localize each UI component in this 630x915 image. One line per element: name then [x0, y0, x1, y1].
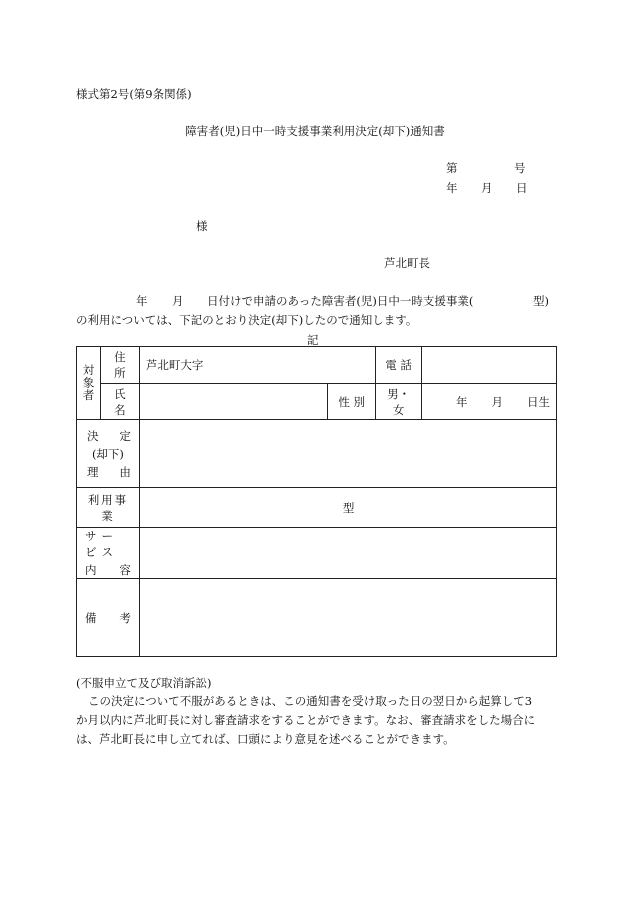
decision-reason-field[interactable] — [139, 420, 556, 488]
remarks-row — [77, 579, 557, 657]
birth-year-label: 年 — [456, 394, 468, 409]
subject-label-cell — [77, 347, 101, 420]
document-title-text: 障害者(児)日中一時支援事業利用決定(却下)通知書 — [185, 124, 445, 138]
application-type: 型) — [533, 294, 549, 308]
remarks-label-b: 考 — [119, 610, 131, 625]
addressee-honorific: 様 — [196, 219, 208, 233]
remarks-label-a: 備 — [85, 610, 97, 625]
decision-label-3a: 理 — [87, 464, 99, 479]
birthdate-field[interactable] — [422, 384, 557, 420]
birthdate-parts — [428, 394, 550, 410]
application-year: 年 — [136, 294, 148, 308]
birth-month-label: 月 — [491, 394, 503, 409]
appeal-line-3: は、芦北町長に申し立てれば、口頭により意見を述べることができます。 — [76, 732, 455, 746]
address-field[interactable]: 芦北町大字 — [139, 347, 375, 384]
address-label: 住 所 — [100, 347, 139, 384]
remarks-field[interactable] — [139, 579, 556, 657]
decision-table — [76, 346, 557, 657]
application-month: 月 — [172, 294, 184, 308]
gender-field[interactable]: 男・女 — [376, 384, 422, 420]
issue-date-year: 年 — [446, 181, 458, 195]
content-label-2b: 容 — [119, 563, 131, 577]
decision-label-2: (却下) — [91, 446, 124, 461]
name-label: 氏 名 — [100, 384, 139, 420]
birth-day-label: 日生 — [527, 394, 550, 409]
doc-number-prefix: 第 — [446, 161, 458, 175]
address-row — [77, 347, 557, 384]
service-label-text: 利用事業 — [87, 492, 129, 523]
issuer-name: 芦北町長 — [384, 256, 430, 270]
appeal-heading: (不服申立て及び取消訴訟) — [76, 676, 212, 690]
document-title — [0, 123, 630, 139]
content-label — [77, 528, 140, 579]
service-type-field[interactable] — [139, 488, 556, 528]
content-field[interactable] — [139, 528, 556, 579]
decision-label-3b: 由 — [119, 464, 131, 479]
issue-date-month: 月 — [481, 181, 493, 195]
content-row — [77, 528, 557, 579]
ki-marker: 記 — [307, 333, 319, 347]
content-label-2a: 内 — [85, 563, 97, 577]
service-row — [77, 488, 557, 528]
form-number: 様式第2号(第9条関係) — [76, 87, 192, 101]
decision-label — [77, 420, 140, 488]
appeal-line-1: この決定について不服があるときは、この通知書を受け取った日の翌日から起算して3 — [88, 694, 533, 708]
phone-field[interactable] — [422, 347, 557, 384]
application-sentence: 日付けで申請のあった障害者(児)日中一時支援事業( — [207, 294, 474, 308]
decision-label-1a: 決 — [87, 428, 99, 443]
name-row — [77, 384, 557, 420]
decision-row — [77, 420, 557, 488]
content-label-1: サービス — [85, 529, 118, 559]
doc-number-suffix: 号 — [514, 161, 526, 175]
name-field[interactable] — [139, 384, 327, 420]
subject-label: 対象者 — [81, 364, 96, 402]
service-type: 型 — [342, 500, 355, 515]
notice-sentence: の利用については、下記のとおり決定(却下)したので通知します。 — [76, 313, 418, 327]
remarks-label — [77, 579, 140, 657]
service-label — [77, 488, 140, 528]
appeal-line-2: か月以内に芦北町長に対し審査請求をすることができます。なお、審査請求をした場合に — [76, 713, 536, 727]
issue-date-day: 日 — [516, 181, 528, 195]
phone-label: 電 話 — [376, 347, 422, 384]
decision-label-1b: 定 — [119, 428, 131, 443]
gender-label: 性 別 — [328, 384, 376, 420]
